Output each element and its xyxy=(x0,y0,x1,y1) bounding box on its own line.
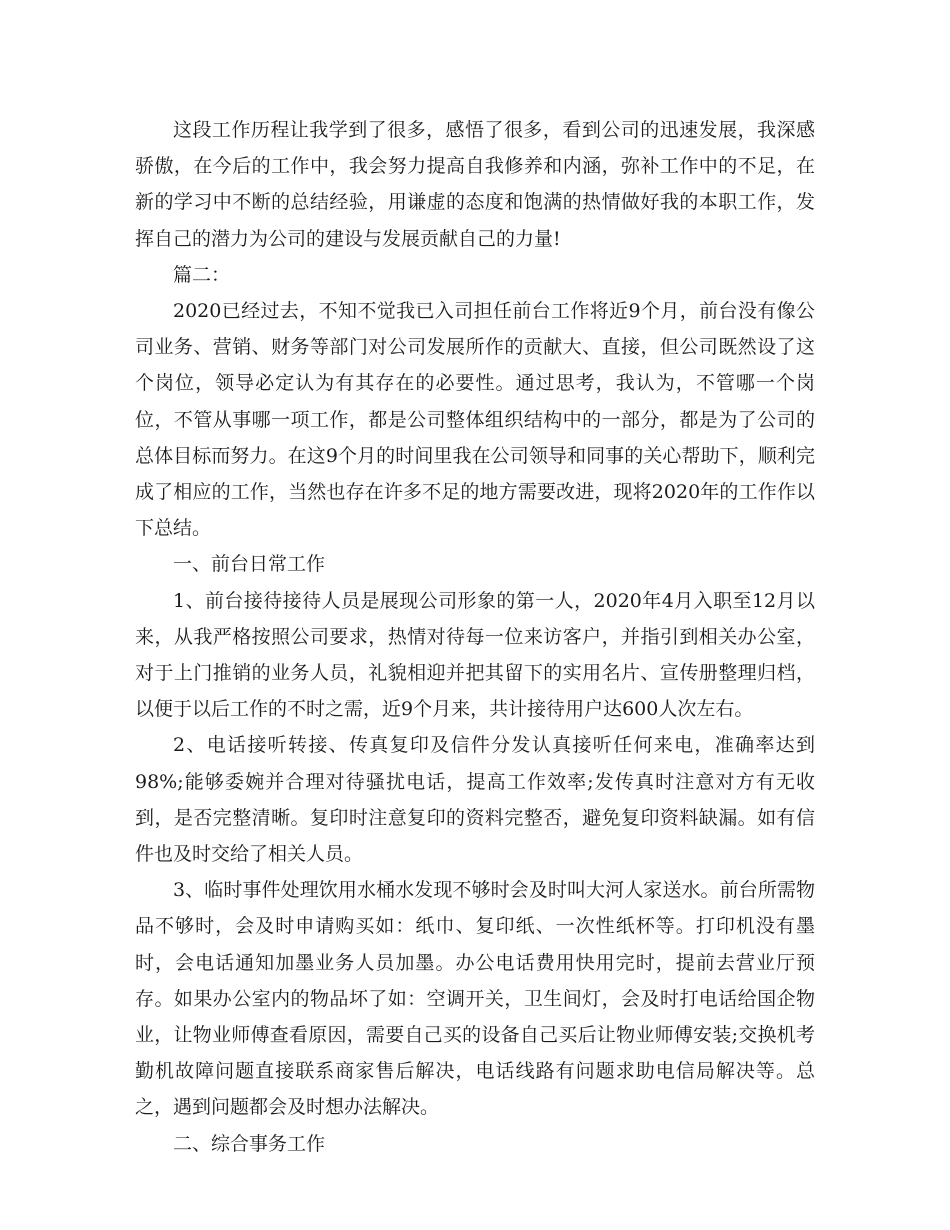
section-heading-front-desk: 一、前台日常工作 xyxy=(173,553,326,576)
phone-fax-paragraph: 2、电话接听转接、传真复印及信件分发认真接听任何来电，准确率达到98%;能够委婉并合理对待骚扰电话，提高工作效率;发传真时注意对方有无收到，是否完整清晰。复印时注意复印的资料完整否，避免复印资料缺漏。如有信件也及时交给了相关人员。 xyxy=(135,734,815,866)
section-heading-general-affairs: 二、综合事务工作 xyxy=(173,1132,326,1155)
reception-paragraph: 1、前台接待接待人员是展现公司形象的第一人，2020年4月入职至12月以来，从我严格按照公司要求，热情对待每一位来访客户，并指引到相关办公室，对于上门推销的业务人员，礼貌相迎并把其留下的实用名片、宣传册整理归档，以便于以后工作的不时之需，近9个月来，共计接待用户达600人次左右。 xyxy=(135,589,815,721)
incident-handling-paragraph: 3、临时事件处理饮用水桶水发现不够时会及时叫大河人家送水。前台所需物品不够时，会及时申请购买如：纸巾、复印纸、一次性纸杯等。打印机没有墨时，会电话通知加墨业务人员加墨。办公电话费用快用完时，提前去营业厅预存。如果办公室内的物品坏了如：空调开关，卫生间灯，会及时打电话给国企物业，让物业师傅查看原因，需要自己买的设备自己买后让物业师傅安装;交换机考勤机故障问题直接联系商家售后解决，电话线路有问题求助电信局解决等。总之，遇到问题都会及时想办法解决。 xyxy=(135,879,815,1119)
closing-paragraph: 这段工作历程让我学到了很多，感悟了很多，看到公司的迅速发展，我深感骄傲，在今后的工作中，我会努力提高自我修养和内涵，弥补工作中的不足，在新的学习中不断的总结经验，用谦虚的态度和饱满的热情做好我的本职工作，发挥自己的潜力为公司的建设与发展贡献自己的力量! xyxy=(135,119,815,250)
section-heading-part-two: 篇二： xyxy=(173,263,231,286)
document-body xyxy=(135,112,815,1162)
intro-paragraph: 2020已经过去，不知不觉我已入司担任前台工作将近9个月，前台没有像公司业务、营销、财务等部门对公司发展所作的贡献大、直接，但公司既然设了这个岗位，领导必定认为有其存在的必要性。通过思考，我认为，不管哪一个岗位，不管从事哪一项工作，都是公司整体组织结构中的一部分，都是为了公司的总体目标而努力。在这9个月的时间里我在公司领导和同事的关心帮助下，顺利完成了相应的工作，当然也存在许多不足的地方需要改进，现将2020年的工作作以下总结。 xyxy=(135,300,815,540)
